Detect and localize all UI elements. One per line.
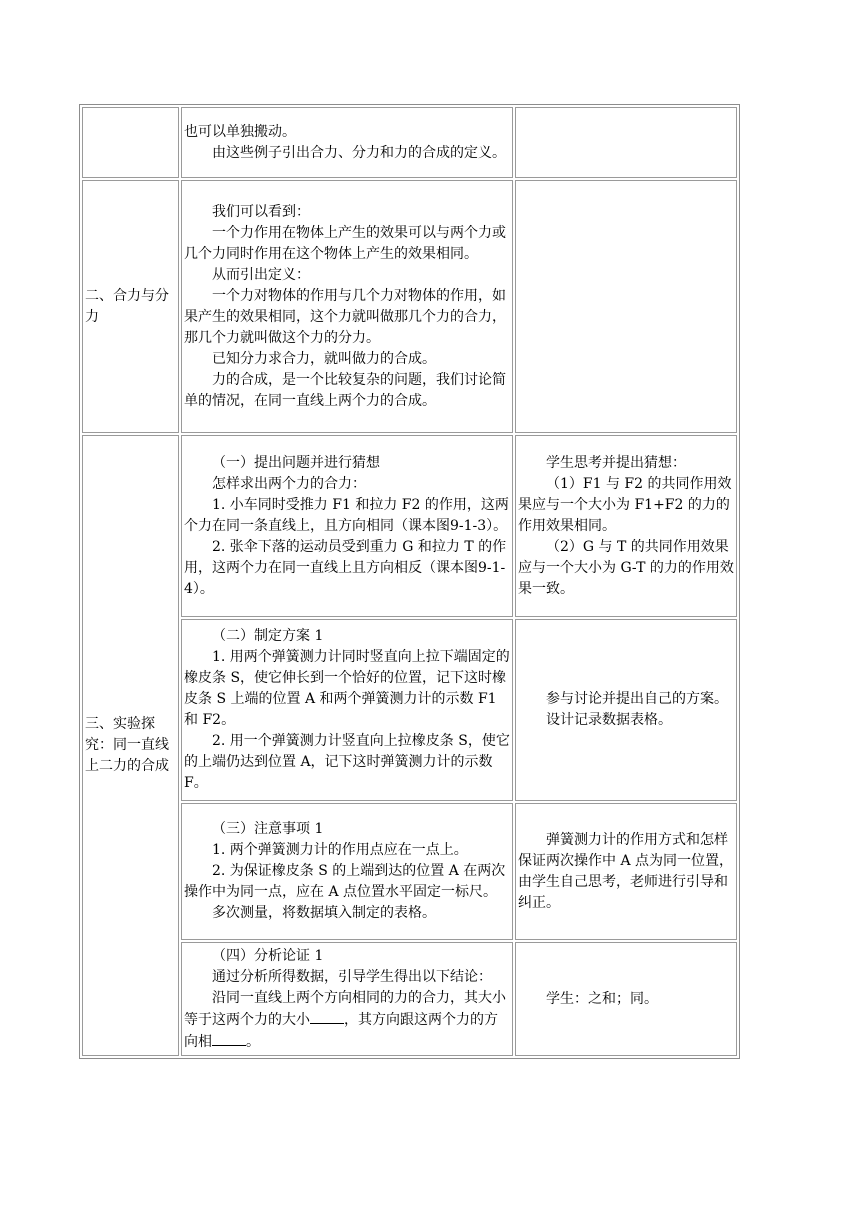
content-cell [181,803,513,940]
table-row [82,619,737,801]
table-row [82,942,737,1056]
conclusion-text-a: 沿同一直线上两个方向相同的力的合力，其大小等于这两个力的大小 [184,989,506,1028]
table-row [82,107,737,178]
paragraph: 通过分析所得数据，引导学生得出以下结论： [212,968,492,985]
student-cell [515,435,737,617]
content-cell [181,180,513,433]
paragraph: 2. 为保证橡皮条 S 的上端到达的位置 A 在两次操作中为同一点，应在 A 点位置水平固定一标尺。 [184,863,506,900]
paragraph: 由这些例子引出合力、分力和力的合成的定义。 [212,144,506,161]
paragraph: 也可以单独搬动。 [184,123,296,140]
conclusion-text-b: ，其方向跟这两个力的方向相 [184,1011,498,1050]
paragraph: 从而引出定义： [212,266,310,283]
paragraph: 已知分力求合力，就叫做力的合成。 [212,350,436,367]
table-row [82,435,737,617]
paragraph: 1. 小车同时受推力 F1 和拉力 F2 的作用，这两个力在同一条直线上，且方向相同（课本图9-1-3）。 [184,496,509,534]
paragraph: 弹簧测力计的作用方式和怎样保证两次操作中 A 点为同一位置，由学生自己思考，老师进行引导和纠正。 [518,831,734,911]
paragraph: 参与讨论并提出自己的方案。 [546,691,728,707]
paragraph [184,988,511,1053]
paragraph: （1）F1 与 F2 的共同作用效果应与一个大小为 F1+F2 的力的作用效果相同。 [518,475,732,534]
student-cell [515,942,737,1056]
section-heading: （三）注意事项 1 [212,821,324,837]
stage-cell: 三、实验探究：同一直线上二力的合成 [82,435,179,1056]
fill-blank [212,1031,246,1046]
stage-cell [82,107,179,178]
conclusion-text-c: 。 [246,1033,260,1050]
student-cell [515,107,737,178]
paragraph: 力的合成，是一个比较复杂的问题，我们讨论简单的情况，在同一直线上两个力的合成。 [184,371,506,409]
fill-blank [310,1009,344,1024]
paragraph: 多次测量，将数据填入制定的表格。 [212,905,436,921]
content-cell [181,619,513,801]
section-heading: （二）制定方案 1 [212,628,324,644]
section-heading: （四）分析论证 1 [212,947,324,964]
content-cell [181,435,513,617]
paragraph: 1. 两个弹簧测力计的作用点应在一点上。 [212,842,468,858]
table-row [82,803,737,940]
content-cell [181,107,513,178]
paragraph: 2. 张伞下落的运动员受到重力 G 和拉力 T 的作用，这两个力在同一直线上且方向相反（课本图9-1-4）。 [184,538,507,597]
paragraph: 设计记录数据表格。 [546,712,672,728]
student-cell [515,803,737,940]
table-row [82,180,737,433]
student-cell [515,180,737,433]
paragraph: 1. 用两个弹簧测力计同时竖直向上拉下端固定的橡皮条 S，使它伸长到一个恰好的位置，记下这时橡皮条 S 上端的位置 A 和两个弹簧测力计的示数 F1 和 F2。 [184,649,510,728]
stage-cell: 二、合力与分力 [82,180,179,433]
paragraph: 学生：之和；同。 [546,990,658,1007]
paragraph: 2. 用一个弹簧测力计竖直向上拉橡皮条 S，使它的上端仍达到位置 A，记下这时弹簧测力计的示数 F。 [184,733,510,791]
paragraph: 一个力作用在物体上产生的效果可以与两个力或几个力同时作用在这个物体上产生的效果相同。 [184,224,506,262]
paragraph: 学生思考并提出猜想： [546,454,686,471]
student-cell [515,619,737,801]
lesson-plan-table [79,104,740,1059]
paragraph: 我们可以看到： [212,203,310,220]
paragraph: 怎样求出两个力的合力： [212,475,366,492]
content-cell [181,942,513,1056]
paragraph: 一个力对物体的作用与几个力对物体的作用，如果产生的效果相同，这个力就叫做那几个力的合力，那几个力就叫做这个力的分力。 [184,287,506,346]
paragraph: （2）G 与 T 的共同作用效果应与一个大小为 G-T 的力的作用效果一致。 [518,538,734,597]
section-heading: （一）提出问题并进行猜想 [212,454,380,471]
